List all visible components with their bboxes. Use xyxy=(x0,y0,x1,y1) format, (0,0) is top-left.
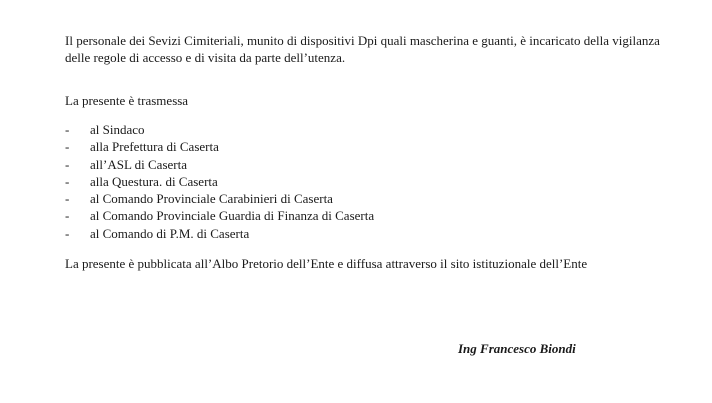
list-dash: - xyxy=(65,173,70,189)
recipient-text: al Comando Provinciale Guardia di Finanza di Caserta xyxy=(90,208,375,224)
list-dash: - xyxy=(65,139,70,155)
recipient-text: al Comando Provinciale Carabinieri di Caserta xyxy=(90,191,333,207)
list-item xyxy=(65,156,374,173)
list-item xyxy=(65,173,374,190)
recipient-text: al Sindaco xyxy=(90,122,145,137)
list-dash: - xyxy=(65,208,70,224)
list-dash: - xyxy=(65,225,70,241)
list-item xyxy=(65,190,374,207)
intro-paragraph: Il personale dei Sevizi Cimiteriali, munito di dispositivi Dpi quali mascherina e guanti, è incaricato della vigilanza delle regole di accesso e di visita da parte dell’utenza. xyxy=(65,33,660,65)
list-dash: - xyxy=(65,156,70,172)
list-dash: - xyxy=(65,122,70,137)
list-item xyxy=(65,225,374,242)
recipients-list xyxy=(65,121,374,242)
published-note: La presente è pubblicata all’Albo Pretorio dell’Ente e diffusa attraverso il sito istituzionale dell’Ente xyxy=(65,256,588,271)
list-item xyxy=(65,138,374,155)
list-item xyxy=(65,207,374,224)
recipient-text: al Comando di P.M. di Caserta xyxy=(90,225,250,241)
signature: Ing Francesco Biondi xyxy=(458,341,576,356)
recipient-text: alla Questura. di Caserta xyxy=(90,173,218,189)
transmitted-heading: La presente è trasmessa xyxy=(65,93,189,108)
list-item xyxy=(65,121,374,138)
list-dash: - xyxy=(65,191,70,207)
recipient-text: all’ASL di Caserta xyxy=(90,156,187,172)
recipient-text: alla Prefettura di Caserta xyxy=(90,139,219,155)
